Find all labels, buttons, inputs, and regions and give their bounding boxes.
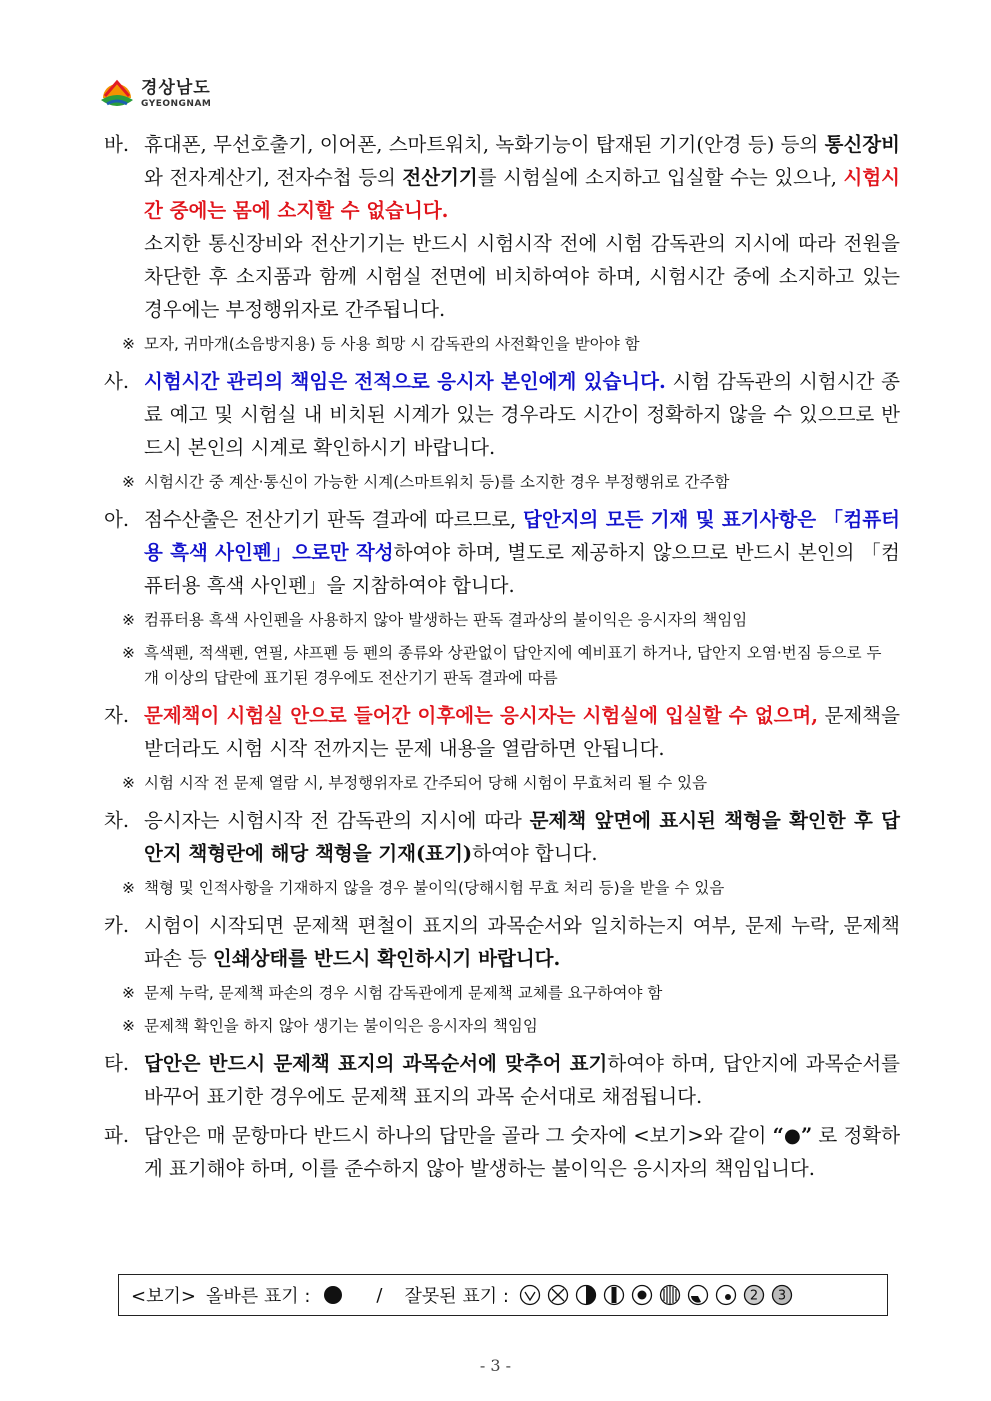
- text-segment: 문제책을 받더라도 시험 시작 전까지는 문제 내용을 열람하면 안됩니다.: [144, 704, 900, 760]
- example-separator: /: [376, 1284, 383, 1306]
- item-paragraph: [144, 227, 900, 326]
- text-segment: 시험이 시작되면 문제책 편철이 표지의 과목순서와 일치하는지 여부, 문제 누락, 문제책 파손 등: [144, 914, 900, 970]
- text-segment: 휴대폰, 무선호출기, 이어폰, 스마트워치, 녹화기능이 탑재된 기기(안경 등) 등의: [144, 133, 825, 156]
- text-segment: 문제책이 시험실 안으로 들어간 이후에는 응시자는 시험실에 입실할 수 없으며,: [144, 704, 819, 727]
- item-note: [104, 981, 900, 1006]
- item-note: [104, 771, 900, 796]
- instructions-body: [104, 128, 900, 1191]
- number-3-marked-icon: [771, 1284, 793, 1306]
- text-segment: 응시자는 시험시작 전 감독관의 지시에 따라: [144, 809, 530, 832]
- text-segment: 답안은 반드시 문제책 표지의 과목순서에 맞추어 표기: [144, 1052, 608, 1075]
- note-text: 시험시간 중 계산·통신이 가능한 시계(스마트워치 등)를 소지한 경우 부정행위로 간주함: [144, 473, 730, 491]
- text-segment: 인쇄상태를 반드시 확인하시기 바랍니다.: [212, 947, 561, 970]
- item-marker: 아.: [104, 508, 130, 531]
- item-marker: 타.: [104, 1052, 130, 1075]
- svg-text:3: 3: [777, 1288, 787, 1304]
- note-mark: ※: [122, 1017, 135, 1035]
- note-mark: ※: [122, 774, 135, 792]
- item-note: [104, 332, 900, 357]
- text-segment: 시험 감독관의 시험시간 종료 예고 및 시험실 내 비치된 시계가 있는 경우라도 시간이 정확하지 않을 수 있으므로 반드시 본인의 시계로 확인하시기 바랍니다.: [144, 370, 900, 459]
- item-marker: 사.: [104, 370, 130, 393]
- instruction-item: [104, 1047, 900, 1113]
- dot-center-icon: [631, 1284, 653, 1306]
- note-text: 문제책 확인을 하지 않아 생기는 불이익은 응시자의 책임임: [144, 1017, 538, 1035]
- half-filled-icon: [575, 1284, 597, 1306]
- note-text: 책형 및 인적사항을 기재하지 않을 경우 불이익(당해시험 무효 처리 등)을 받을 수 있음: [144, 879, 725, 897]
- note-mark: ※: [122, 611, 135, 629]
- note-mark: ※: [122, 335, 135, 353]
- line-filled-icon: [603, 1284, 625, 1306]
- item-paragraph: [144, 128, 900, 227]
- item-note: [104, 641, 900, 691]
- svg-text:2: 2: [749, 1288, 759, 1304]
- note-text: 컴퓨터용 흑색 사인펜을 사용하지 않아 발생하는 판독 결과상의 불이익은 응시자의 책임임: [144, 611, 748, 629]
- instruction-item: [104, 699, 900, 765]
- item-note: [104, 1014, 900, 1039]
- wrong-marks: [519, 1284, 793, 1306]
- instruction-item: [104, 503, 900, 602]
- text-segment: 시험시간 중에는 몸에 소지할 수 없습니다.: [144, 166, 900, 222]
- text-segment: 하여야 하며, 별도로 제공하지 않으므로 반드시 본인의 「컴퓨터용 흑색 사인펜」을 지참하여야 합니다.: [144, 541, 900, 597]
- partial-fill-b-icon: [715, 1284, 737, 1306]
- text-segment: 전산기기: [402, 166, 478, 189]
- item-paragraph: [144, 365, 900, 464]
- item-marker: 차.: [104, 809, 130, 832]
- striped-icon: [659, 1284, 681, 1306]
- partial-fill-a-icon: [687, 1284, 709, 1306]
- text-segment: 하여야 하며, 답안지에 과목순서를 바꾸어 표기한 경우에도 문제책 표지의 과목 순서대로 채점됩니다.: [144, 1052, 900, 1108]
- note-mark: ※: [122, 879, 135, 897]
- text-segment: 답안지의 모든 기재 및 표기사항은 「컴퓨터용 흑색 사인펜」으로만 작성: [144, 508, 900, 564]
- item-marker: 파.: [104, 1124, 130, 1147]
- item-paragraph: [144, 1047, 900, 1113]
- logo-korean-text: 경상남도: [141, 77, 211, 98]
- gyeongnam-logo: [97, 72, 211, 116]
- instruction-item: [104, 909, 900, 975]
- instruction-item: [104, 365, 900, 464]
- text-segment: 시험시간 관리의 책임은 전적으로 응시자 본인에게 있습니다.: [144, 370, 666, 393]
- page-number: - 3 -: [479, 1356, 512, 1375]
- logo-english-text: GYEONGNAM: [141, 98, 212, 109]
- note-text: 흑색펜, 적색펜, 연필, 샤프펜 등 펜의 종류와 상관없이 답안지에 예비표기 하거나, 답안지 오염·번짐 등으로 두 개 이상의 답란에 표기된 경우에도 전산기기 판독 결과에 따름: [144, 644, 882, 687]
- item-note: [104, 876, 900, 901]
- item-note: [104, 608, 900, 633]
- item-paragraph: [144, 503, 900, 602]
- x-mark-icon: [547, 1284, 569, 1306]
- note-mark: ※: [122, 984, 135, 1002]
- item-paragraph: [144, 804, 900, 870]
- note-text: 문제 누락, 문제책 파손의 경우 시험 감독관에게 문제책 교체를 요구하여야 함: [144, 984, 663, 1002]
- item-note: [104, 470, 900, 495]
- gyeongnam-emblem-icon: [97, 74, 137, 114]
- example-box: [118, 1274, 888, 1316]
- text-segment: 통신장비: [824, 133, 900, 156]
- text-segment: 소지한 통신장비와 전산기기는 반드시 시험시작 전에 시험 감독관의 지시에 따라 전원을 차단한 후 소지품과 함께 시험실 전면에 비치하여야 하며, 시험시간 중에 소지하고 있는 경우에는 부정행위자로 간주됩니다.: [144, 232, 900, 321]
- item-marker: 바.: [104, 133, 130, 156]
- text-segment: 로 정확하게 표기해야 하며, 이를 준수하지 않아 발생하는 불이익은 응시자의 책임입니다.: [144, 1124, 900, 1180]
- note-mark: ※: [122, 473, 135, 491]
- filled-circle-icon: [324, 1286, 342, 1304]
- text-segment: “●”: [772, 1124, 813, 1147]
- note-text: 시험 시작 전 문제 열람 시, 부정행위자로 간주되어 당해 시험이 무효처리 될 수 있음: [144, 774, 708, 792]
- correct-label: 올바른 표기 :: [205, 1286, 311, 1307]
- check-mark-icon: [519, 1284, 541, 1306]
- item-paragraph: [144, 909, 900, 975]
- text-segment: 문제책 앞면에 표시된 책형을 확인한 후 답안지 책형란에 해당 책형을 기재(표기): [144, 809, 900, 865]
- instruction-item: [104, 128, 900, 326]
- item-marker: 자.: [104, 704, 130, 727]
- text-segment: 를 시험실에 소지하고 입실할 수는 있으나,: [477, 166, 844, 189]
- note-mark: ※: [122, 644, 135, 662]
- number-2-marked-icon: [743, 1284, 765, 1306]
- item-paragraph: [144, 1119, 900, 1185]
- text-segment: 점수산출은 전산기기 판독 결과에 따르므로,: [144, 508, 524, 531]
- example-label: <보기>: [131, 1286, 196, 1307]
- text-segment: 답안은 매 문항마다 반드시 하나의 답만을 골라 그 숫자에 <보기>와 같이: [144, 1124, 773, 1147]
- instruction-item: [104, 804, 900, 870]
- instruction-item: [104, 1119, 900, 1185]
- item-paragraph: [144, 699, 900, 765]
- note-text: 모자, 귀마개(소음방지용) 등 사용 희망 시 감독관의 사전확인을 받아야 함: [144, 335, 640, 353]
- text-segment: 와 전자계산기, 전자수첩 등의: [144, 166, 403, 189]
- item-marker: 카.: [104, 914, 130, 937]
- wrong-label: 잘못된 표기 :: [404, 1286, 509, 1307]
- text-segment: 하여야 합니다.: [472, 842, 598, 865]
